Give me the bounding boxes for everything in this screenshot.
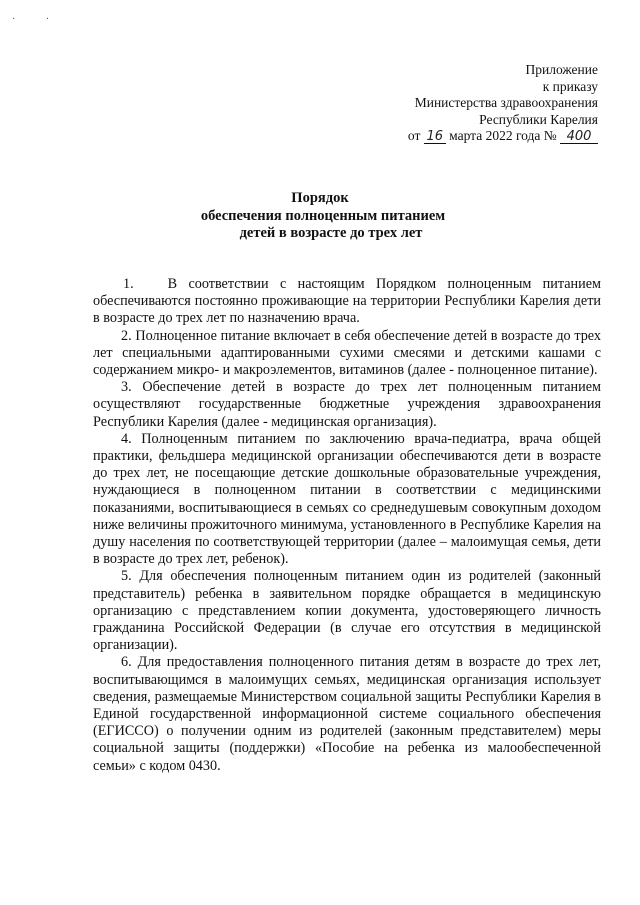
paragraph-text: Полноценное питание включает в себя обеспечение детей в возрасте до трех лет специальными адаптированными сухими смесями и детскими кашами с содержанием микро- и макроэлементов, витаминов (далее - полноценное питание). [93, 327, 601, 379]
paragraph-text: Полноценным питанием по заключению врача-педиатра, врача общей практики, фельдшера медицинской организации обеспечиваются дети в возрасте до трех лет, не посещающие детские дошкольные образовательные учреждения, нуждающиеся в полноценном питании в соответствии с медицинскими показаниями, воспитывающиеся в семьях со среднедушевым совокупным доходом ниже величины прожиточного минимума, установленного в Республике Карелия на душу населения по соответствующей территории (далее – малоимущая семья, дети в возрасте до трех лет, ребенок). [93, 430, 602, 568]
paragraph-text: Обеспечение детей в возрасте до трех лет полноценным питанием осуществляют государственные бюджетные учреждения здравоохранения Республики Карелия (далее - медицинская организация). [93, 379, 601, 430]
scan-marks: · · [12, 14, 64, 25]
paragraph [93, 328, 601, 380]
document-body [93, 276, 601, 775]
paragraph [93, 276, 601, 328]
paragraph [93, 568, 601, 654]
appendix-line: к приказу [542, 78, 598, 94]
handwritten-day: 16 [424, 130, 446, 144]
paragraph [93, 379, 601, 431]
paragraph-text: Для обеспечения полноценным питанием один из родителей (законный представитель) ребенка в заявительном порядке обращается в медицинскую организацию с представлением копии документа, удостоверяющего личность гражданина Российской Федерации (в случае его отсутствия в медицинской организации). [93, 568, 601, 654]
order-date-line [408, 128, 598, 145]
appendix-line: Приложение [525, 62, 598, 77]
appendix-header [408, 62, 598, 145]
paragraph-number: 5. [121, 568, 132, 585]
paragraph-text: В соответствии с настоящим Порядком полноценным питанием обеспечиваются постоянно проживающие на территории Республики Карелия дети в возрасте до трех лет по назначению врача. [93, 276, 601, 327]
title-line-3: детей в возрасте до трех лет [239, 225, 423, 241]
paragraph-number: 1. [123, 276, 134, 292]
paragraph-number: 3. [121, 379, 132, 396]
paragraph-number: 6. [121, 654, 132, 671]
title-line-1: Порядок [291, 190, 349, 206]
date-suffix: марта 2022 года № [449, 128, 557, 143]
appendix-line: Министерства здравоохранения [414, 95, 598, 110]
document-title [0, 190, 640, 243]
title-line-2: обеспечения полноценным питанием [200, 207, 446, 224]
paragraph [93, 431, 601, 569]
date-prefix: от [407, 128, 421, 143]
paragraph-text: Для предоставления полноценного питания детям в возрасте до трех лет, воспитывающимся в малоимущих семьях, медицинская организация использует сведения, размещаемые Министерством социальной защиты Республики Карелия в Единой государственной информационной системе социального обеспечения (ЕГИССО) о получении одним из родителей (законным представителем) меры социальной защиты (поддержки) «Пособие на ребенка из малообеспеченной семьи» с кодом 0430. [93, 654, 601, 774]
handwritten-order-number: 400 [560, 130, 598, 144]
paragraph [93, 654, 601, 774]
appendix-line: Республики Карелия [479, 111, 598, 127]
paragraph-number: 2. [121, 327, 132, 344]
paragraph-number: 4. [121, 430, 132, 447]
